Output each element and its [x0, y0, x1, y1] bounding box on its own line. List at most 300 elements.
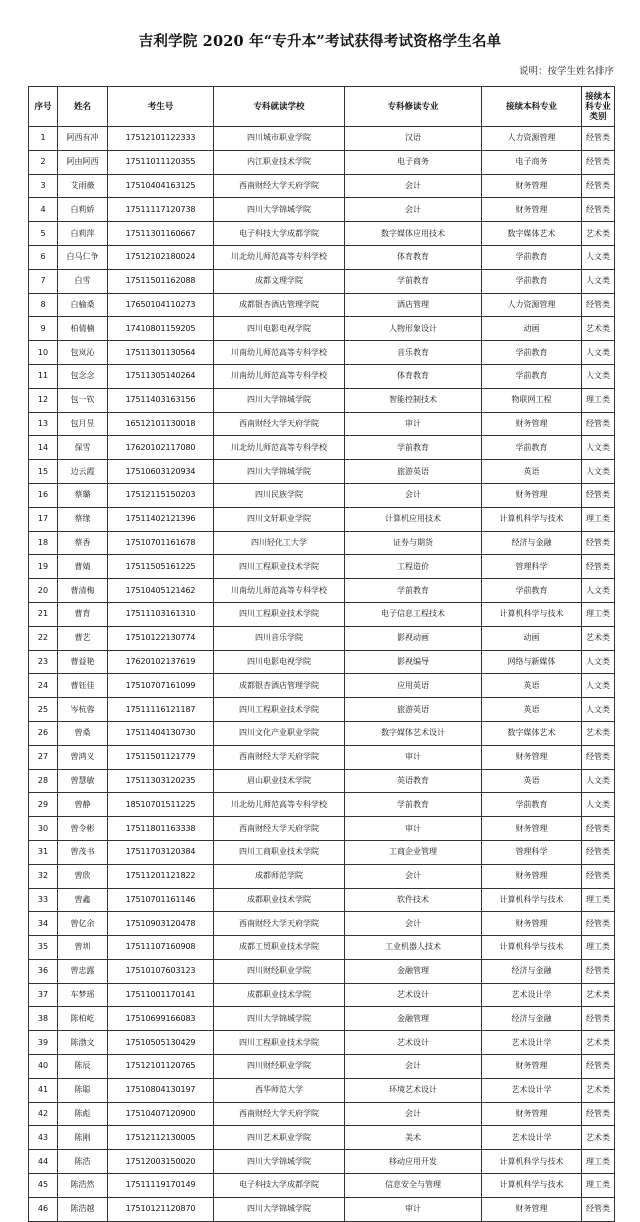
cell-index: 28 — [29, 769, 58, 793]
cell-major-category: 艺术类 — [582, 1126, 615, 1150]
cell-name: 曾圳 — [58, 936, 108, 960]
cell-name: 曹艺 — [58, 626, 108, 650]
cell-name: 蔡香 — [58, 531, 108, 555]
cell-college-major: 环境艺术设计 — [345, 1078, 482, 1102]
table-row — [29, 769, 615, 793]
cell-college-major: 音乐教育 — [345, 341, 482, 365]
table-body — [29, 127, 615, 1222]
cell-college: 四川大学锦城学院 — [214, 460, 345, 484]
cell-exam-id: 17510407120900 — [108, 1102, 214, 1126]
table-row — [29, 222, 615, 246]
cell-exam-id: 17510804130197 — [108, 1078, 214, 1102]
cell-college: 四川大学锦城学院 — [214, 198, 345, 222]
cell-index: 32 — [29, 864, 58, 888]
cell-index: 43 — [29, 1126, 58, 1150]
cell-exam-id: 17510707161099 — [108, 674, 214, 698]
cell-index: 40 — [29, 1055, 58, 1079]
cell-exam-id: 17510903120478 — [108, 912, 214, 936]
cell-name: 白莉娇 — [58, 198, 108, 222]
cell-name: 曾鸿义 — [58, 745, 108, 769]
cell-index: 10 — [29, 341, 58, 365]
cell-index: 11 — [29, 364, 58, 388]
cell-college-major: 艺术设计 — [345, 1031, 482, 1055]
cell-name: 曾忠露 — [58, 959, 108, 983]
cell-bachelor-major: 艺术设计学 — [482, 983, 582, 1007]
table-row — [29, 650, 615, 674]
table-row — [29, 507, 615, 531]
cell-college: 四川文轩职业学院 — [214, 507, 345, 531]
cell-bachelor-major: 电子商务 — [482, 150, 582, 174]
table-row — [29, 912, 615, 936]
cell-bachelor-major: 数字媒体艺术 — [482, 222, 582, 246]
cell-major-category: 人文类 — [582, 650, 615, 674]
cell-major-category: 经管类 — [582, 293, 615, 317]
cell-exam-id: 17620102117080 — [108, 436, 214, 460]
cell-college-major: 智能控制技术 — [345, 388, 482, 412]
cell-name: 边云霞 — [58, 460, 108, 484]
cell-college-major: 影视编导 — [345, 650, 482, 674]
table-row — [29, 1031, 615, 1055]
cell-college-major: 移动应用开发 — [345, 1150, 482, 1174]
cell-name: 曾亿余 — [58, 912, 108, 936]
cell-major-category: 人文类 — [582, 436, 615, 460]
cell-bachelor-major: 计算机科学与技术 — [482, 507, 582, 531]
cell-name: 白榆桑 — [58, 293, 108, 317]
cell-index: 31 — [29, 840, 58, 864]
cell-college: 西南财经大学天府学院 — [214, 412, 345, 436]
cell-bachelor-major: 学前教育 — [482, 269, 582, 293]
table-row — [29, 745, 615, 769]
cell-major-category: 经管类 — [582, 840, 615, 864]
cell-college-major: 软件技术 — [345, 888, 482, 912]
cell-name: 阿西有冲 — [58, 127, 108, 151]
cell-college: 四川音乐学院 — [214, 626, 345, 650]
table-row — [29, 1126, 615, 1150]
table-row — [29, 245, 615, 269]
cell-bachelor-major: 财务管理 — [482, 745, 582, 769]
cell-name: 曾令彬 — [58, 817, 108, 841]
table-row — [29, 959, 615, 983]
cell-major-category: 人文类 — [582, 341, 615, 365]
cell-college: 四川财经职业学院 — [214, 1055, 345, 1079]
table-row — [29, 864, 615, 888]
cell-index: 24 — [29, 674, 58, 698]
cell-college: 四川电影电视学院 — [214, 650, 345, 674]
table-row — [29, 626, 615, 650]
cell-exam-id: 17511117120738 — [108, 198, 214, 222]
cell-major-category: 经管类 — [582, 1102, 615, 1126]
cell-bachelor-major: 财务管理 — [482, 1055, 582, 1079]
table-row — [29, 483, 615, 507]
cell-college-major: 会计 — [345, 198, 482, 222]
cell-college-major: 金融管理 — [345, 1007, 482, 1031]
cell-college-major: 审计 — [345, 817, 482, 841]
cell-college-major: 会计 — [345, 912, 482, 936]
cell-college-major: 工业机器人技术 — [345, 936, 482, 960]
cell-college: 成都工贸职业技术学院 — [214, 936, 345, 960]
cell-college: 西华师范大学 — [214, 1078, 345, 1102]
cell-major-category: 人文类 — [582, 674, 615, 698]
cell-bachelor-major: 人力资源管理 — [482, 127, 582, 151]
cell-college-major: 学前教育 — [345, 269, 482, 293]
table-row — [29, 840, 615, 864]
cell-major-category: 理工类 — [582, 602, 615, 626]
cell-college: 川南幼儿师范高等专科学校 — [214, 579, 345, 603]
table-row — [29, 1078, 615, 1102]
cell-bachelor-major: 财务管理 — [482, 912, 582, 936]
cell-major-category: 人文类 — [582, 245, 615, 269]
cell-bachelor-major: 计算机科学与技术 — [482, 602, 582, 626]
table-row — [29, 388, 615, 412]
cell-major-category: 理工类 — [582, 936, 615, 960]
cell-exam-id: 17511107160908 — [108, 936, 214, 960]
cell-index: 26 — [29, 721, 58, 745]
table-row — [29, 150, 615, 174]
cell-exam-id: 17650104110273 — [108, 293, 214, 317]
cell-college-major: 酒店管理 — [345, 293, 482, 317]
cell-index: 22 — [29, 626, 58, 650]
cell-index: 6 — [29, 245, 58, 269]
cell-index: 5 — [29, 222, 58, 246]
cell-name: 曹益艳 — [58, 650, 108, 674]
cell-college: 四川文化产业职业学院 — [214, 721, 345, 745]
cell-index: 36 — [29, 959, 58, 983]
cell-major-category: 艺术类 — [582, 1078, 615, 1102]
cell-name: 曾茂书 — [58, 840, 108, 864]
cell-major-category: 理工类 — [582, 888, 615, 912]
cell-index: 23 — [29, 650, 58, 674]
cell-college-major: 学前教育 — [345, 436, 482, 460]
cell-major-category: 艺术类 — [582, 1031, 615, 1055]
cell-name: 陈辰 — [58, 1055, 108, 1079]
cell-college-major: 数字媒体应用技术 — [345, 222, 482, 246]
cell-college-major: 美术 — [345, 1126, 482, 1150]
header-college-major: 专科修读专业 — [345, 87, 482, 127]
table-row — [29, 412, 615, 436]
cell-exam-id: 17512101120765 — [108, 1055, 214, 1079]
cell-college: 四川工程职业技术学院 — [214, 698, 345, 722]
cell-bachelor-major: 学前教育 — [482, 579, 582, 603]
cell-exam-id: 17511305140264 — [108, 364, 214, 388]
cell-major-category: 人文类 — [582, 769, 615, 793]
cell-index: 44 — [29, 1150, 58, 1174]
cell-name: 陈彪 — [58, 1102, 108, 1126]
cell-index: 7 — [29, 269, 58, 293]
table-row — [29, 721, 615, 745]
cell-college: 川南幼儿师范高等专科学校 — [214, 364, 345, 388]
cell-college: 成都职业技术学院 — [214, 983, 345, 1007]
cell-bachelor-major: 艺术设计学 — [482, 1078, 582, 1102]
cell-bachelor-major: 人力资源管理 — [482, 293, 582, 317]
cell-college: 成都银杏酒店管理学院 — [214, 293, 345, 317]
table-header-row — [29, 87, 615, 127]
cell-name: 陈柏屹 — [58, 1007, 108, 1031]
cell-major-category: 人文类 — [582, 364, 615, 388]
cell-exam-id: 16512101130018 — [108, 412, 214, 436]
cell-name: 陈渤文 — [58, 1031, 108, 1055]
cell-exam-id: 17511501162088 — [108, 269, 214, 293]
cell-college-major: 数字媒体艺术设计 — [345, 721, 482, 745]
cell-college-major: 会计 — [345, 1102, 482, 1126]
cell-college: 成都银杏酒店管理学院 — [214, 674, 345, 698]
cell-index: 9 — [29, 317, 58, 341]
cell-bachelor-major: 财务管理 — [482, 1197, 582, 1221]
cell-exam-id: 17510603120934 — [108, 460, 214, 484]
cell-major-category: 人文类 — [582, 460, 615, 484]
cell-index: 39 — [29, 1031, 58, 1055]
cell-college: 西南财经大学天府学院 — [214, 1102, 345, 1126]
cell-exam-id: 17512003150020 — [108, 1150, 214, 1174]
cell-college-major: 体育教育 — [345, 245, 482, 269]
cell-index: 13 — [29, 412, 58, 436]
cell-bachelor-major: 英语 — [482, 769, 582, 793]
cell-index: 27 — [29, 745, 58, 769]
cell-index: 42 — [29, 1102, 58, 1126]
cell-exam-id: 17510701161146 — [108, 888, 214, 912]
cell-major-category: 艺术类 — [582, 721, 615, 745]
cell-name: 曹钰佳 — [58, 674, 108, 698]
cell-college-major: 电子信息工程技术 — [345, 602, 482, 626]
table-row — [29, 936, 615, 960]
cell-name: 包岚沁 — [58, 341, 108, 365]
cell-exam-id: 17511404130730 — [108, 721, 214, 745]
cell-college-major: 旅游英语 — [345, 698, 482, 722]
cell-name: 曹清梅 — [58, 579, 108, 603]
cell-name: 白马仁争 — [58, 245, 108, 269]
cell-college-major: 信息安全与管理 — [345, 1174, 482, 1198]
cell-bachelor-major: 经济与金融 — [482, 531, 582, 555]
cell-name: 艾雨薇 — [58, 174, 108, 198]
cell-bachelor-major: 英语 — [482, 460, 582, 484]
cell-name: 柏倩楠 — [58, 317, 108, 341]
cell-bachelor-major: 财务管理 — [482, 198, 582, 222]
cell-major-category: 理工类 — [582, 507, 615, 531]
cell-index: 3 — [29, 174, 58, 198]
cell-index: 34 — [29, 912, 58, 936]
cell-college: 四川城市职业学院 — [214, 127, 345, 151]
cell-exam-id: 17511505161225 — [108, 555, 214, 579]
cell-exam-id: 17511703120384 — [108, 840, 214, 864]
cell-major-category: 经管类 — [582, 959, 615, 983]
cell-major-category: 经管类 — [582, 912, 615, 936]
cell-college: 西南财经大学天府学院 — [214, 174, 345, 198]
cell-bachelor-major: 经济与金融 — [482, 1007, 582, 1031]
cell-college: 内江职业技术学院 — [214, 150, 345, 174]
table-row — [29, 1197, 615, 1221]
cell-major-category: 艺术类 — [582, 317, 615, 341]
cell-index: 29 — [29, 793, 58, 817]
table-row — [29, 531, 615, 555]
cell-bachelor-major: 管理科学 — [482, 840, 582, 864]
cell-college: 川北幼儿师范高等专科学校 — [214, 436, 345, 460]
cell-college: 四川轻化工大学 — [214, 531, 345, 555]
cell-index: 15 — [29, 460, 58, 484]
cell-major-category: 理工类 — [582, 388, 615, 412]
table-row — [29, 198, 615, 222]
cell-college-major: 工商企业管理 — [345, 840, 482, 864]
cell-index: 20 — [29, 579, 58, 603]
cell-exam-id: 17510107603123 — [108, 959, 214, 983]
cell-exam-id: 17511801163338 — [108, 817, 214, 841]
cell-index: 1 — [29, 127, 58, 151]
cell-index: 30 — [29, 817, 58, 841]
cell-exam-id: 17510505130429 — [108, 1031, 214, 1055]
cell-name: 陈浩越 — [58, 1197, 108, 1221]
cell-bachelor-major: 财务管理 — [482, 412, 582, 436]
cell-name: 白莉萍 — [58, 222, 108, 246]
cell-college-major: 审计 — [345, 412, 482, 436]
cell-name: 曹育 — [58, 602, 108, 626]
cell-college-major: 会计 — [345, 483, 482, 507]
cell-major-category: 经管类 — [582, 150, 615, 174]
cell-college: 四川电影电视学院 — [214, 317, 345, 341]
cell-college: 成都文理学院 — [214, 269, 345, 293]
cell-major-category: 经管类 — [582, 198, 615, 222]
cell-bachelor-major: 英语 — [482, 674, 582, 698]
cell-name: 包月昱 — [58, 412, 108, 436]
cell-index: 38 — [29, 1007, 58, 1031]
cell-college-major: 应用英语 — [345, 674, 482, 698]
cell-exam-id: 17511301130564 — [108, 341, 214, 365]
cell-college-major: 证券与期货 — [345, 531, 482, 555]
cell-index: 4 — [29, 198, 58, 222]
cell-exam-id: 17511403163156 — [108, 388, 214, 412]
cell-index: 45 — [29, 1174, 58, 1198]
cell-name: 蔡缘 — [58, 507, 108, 531]
cell-college-major: 会计 — [345, 864, 482, 888]
table-row — [29, 983, 615, 1007]
cell-exam-id: 17620102137619 — [108, 650, 214, 674]
table-row — [29, 1007, 615, 1031]
cell-bachelor-major: 学前教育 — [482, 364, 582, 388]
cell-index: 17 — [29, 507, 58, 531]
table-row — [29, 602, 615, 626]
cell-bachelor-major: 计算机科学与技术 — [482, 1174, 582, 1198]
cell-bachelor-major: 动画 — [482, 626, 582, 650]
cell-exam-id: 17511303120235 — [108, 769, 214, 793]
sort-note: 说明：按学生姓名排序 — [518, 66, 614, 77]
cell-name: 保雪 — [58, 436, 108, 460]
table-row — [29, 293, 615, 317]
cell-bachelor-major: 网络与新媒体 — [482, 650, 582, 674]
cell-major-category: 艺术类 — [582, 222, 615, 246]
cell-college: 成都职业技术学院 — [214, 888, 345, 912]
cell-major-category: 经管类 — [582, 864, 615, 888]
cell-exam-id: 17510122130774 — [108, 626, 214, 650]
cell-college: 四川财经职业学院 — [214, 959, 345, 983]
header-college: 专科就读学校 — [214, 87, 345, 127]
cell-name: 岑杭蓉 — [58, 698, 108, 722]
cell-index: 25 — [29, 698, 58, 722]
cell-major-category: 人文类 — [582, 579, 615, 603]
cell-name: 曾慧敏 — [58, 769, 108, 793]
cell-college-major: 计算机应用技术 — [345, 507, 482, 531]
cell-college: 四川民族学院 — [214, 483, 345, 507]
header-major-category: 接续本科专业类别 — [582, 87, 615, 127]
cell-bachelor-major: 财务管理 — [482, 174, 582, 198]
cell-exam-id: 17511116121187 — [108, 698, 214, 722]
cell-name: 曾静 — [58, 793, 108, 817]
cell-bachelor-major: 学前教育 — [482, 341, 582, 365]
cell-index: 16 — [29, 483, 58, 507]
cell-college-major: 金融管理 — [345, 959, 482, 983]
cell-exam-id: 17510699166083 — [108, 1007, 214, 1031]
header-name: 姓名 — [58, 87, 108, 127]
cell-major-category: 人文类 — [582, 698, 615, 722]
cell-college-major: 审计 — [345, 1197, 482, 1221]
table-row — [29, 555, 615, 579]
cell-college: 四川大学锦城学院 — [214, 1197, 345, 1221]
cell-name: 车梦瑶 — [58, 983, 108, 1007]
cell-exam-id: 17512112130005 — [108, 1126, 214, 1150]
cell-major-category: 理工类 — [582, 1174, 615, 1198]
cell-index: 37 — [29, 983, 58, 1007]
cell-college-major: 人物形象设计 — [345, 317, 482, 341]
cell-college-major: 学前教育 — [345, 793, 482, 817]
table-row — [29, 127, 615, 151]
cell-bachelor-major: 英语 — [482, 698, 582, 722]
cell-college: 四川大学锦城学院 — [214, 388, 345, 412]
table-row — [29, 1102, 615, 1126]
cell-index: 21 — [29, 602, 58, 626]
cell-major-category: 理工类 — [582, 1150, 615, 1174]
cell-major-category: 经管类 — [582, 1055, 615, 1079]
table-row — [29, 1174, 615, 1198]
cell-college: 四川艺术职业学院 — [214, 1126, 345, 1150]
cell-exam-id: 17511119170149 — [108, 1174, 214, 1198]
cell-bachelor-major: 管理科学 — [482, 555, 582, 579]
table-row — [29, 460, 615, 484]
cell-major-category: 经管类 — [582, 531, 615, 555]
cell-index: 19 — [29, 555, 58, 579]
cell-college: 电子科技大学成都学院 — [214, 222, 345, 246]
cell-bachelor-major: 动画 — [482, 317, 582, 341]
cell-exam-id: 17511301160667 — [108, 222, 214, 246]
cell-college: 四川大学锦城学院 — [214, 1007, 345, 1031]
cell-major-category: 经管类 — [582, 127, 615, 151]
cell-major-category: 人文类 — [582, 793, 615, 817]
cell-bachelor-major: 财务管理 — [482, 483, 582, 507]
cell-exam-id: 17512101122333 — [108, 127, 214, 151]
cell-college-major: 工程造价 — [345, 555, 482, 579]
table-row — [29, 888, 615, 912]
cell-college: 四川工程职业技术学院 — [214, 602, 345, 626]
cell-college: 四川工程职业技术学院 — [214, 555, 345, 579]
cell-index: 12 — [29, 388, 58, 412]
cell-name: 包一钦 — [58, 388, 108, 412]
cell-major-category: 人文类 — [582, 269, 615, 293]
cell-name: 陈刚 — [58, 1126, 108, 1150]
cell-major-category: 经管类 — [582, 174, 615, 198]
cell-name: 阿由阿西 — [58, 150, 108, 174]
table-row — [29, 364, 615, 388]
header-exam-id: 考生号 — [108, 87, 214, 127]
cell-major-category: 经管类 — [582, 555, 615, 579]
cell-bachelor-major: 计算机科学与技术 — [482, 888, 582, 912]
table-row — [29, 1150, 615, 1174]
cell-exam-id: 17511011120355 — [108, 150, 214, 174]
cell-major-category: 艺术类 — [582, 626, 615, 650]
cell-exam-id: 17511201121822 — [108, 864, 214, 888]
cell-college: 西南财经大学天府学院 — [214, 745, 345, 769]
cell-bachelor-major: 学前教育 — [482, 793, 582, 817]
cell-college: 川北幼儿师范高等专科学校 — [214, 245, 345, 269]
cell-exam-id: 17510701161678 — [108, 531, 214, 555]
cell-major-category: 经管类 — [582, 817, 615, 841]
cell-name: 曾桑 — [58, 721, 108, 745]
table-row — [29, 579, 615, 603]
cell-college-major: 会计 — [345, 174, 482, 198]
